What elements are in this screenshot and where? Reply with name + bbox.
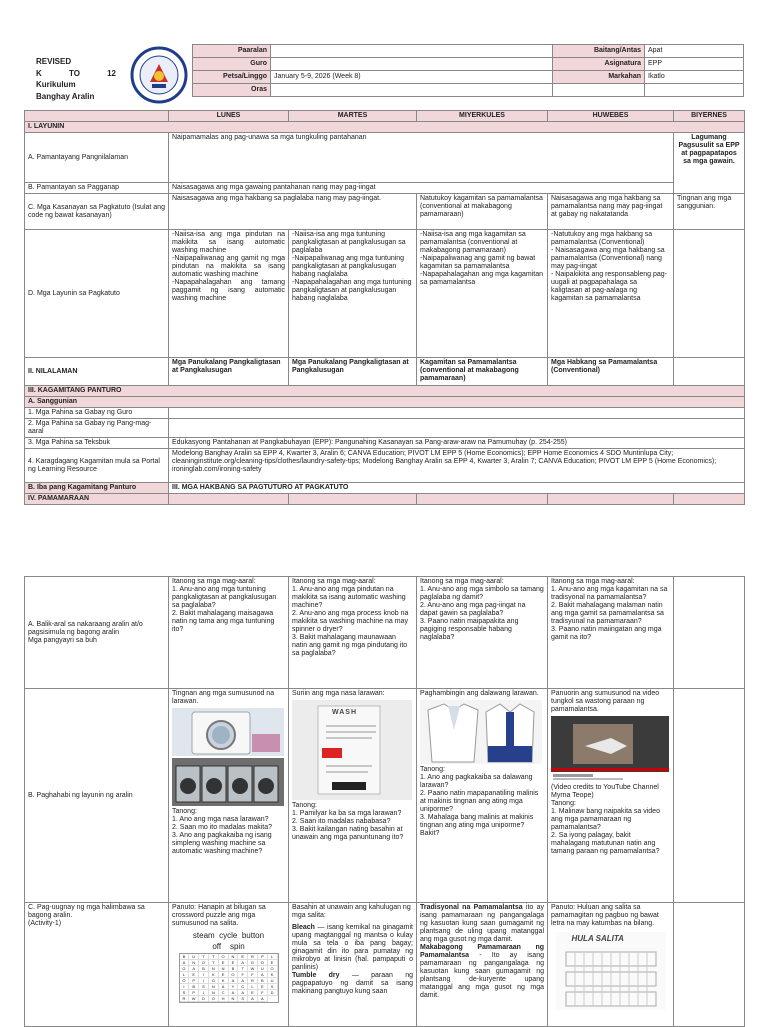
- grid-letter[interactable]: B: [189, 984, 199, 990]
- kagamitang-row: [25, 386, 745, 397]
- term-bleach: Bleach: [292, 924, 315, 931]
- grid-letter[interactable]: W: [248, 966, 258, 972]
- empty-cell: [548, 494, 674, 505]
- empty-cell: [674, 577, 745, 689]
- grid-letter[interactable]: A: [258, 996, 268, 1002]
- paaralan-value: [271, 45, 553, 58]
- row-label: C. Pag-uugnay ng mga halimbawa sa bagong aralin. (Activity-1): [25, 903, 169, 1027]
- empty-cell: [674, 689, 745, 903]
- grid-letter[interactable]: F: [238, 972, 248, 978]
- grid-letter[interactable]: E: [268, 960, 278, 966]
- petsa-label: Petsa/Linggo: [193, 71, 271, 84]
- term-tradisyonal: Tradisyonal na Pamamalantsa: [420, 904, 523, 911]
- cell-text: Panuto: Huluan ang salita sa pamamagitan ng pagbuo ng bawat letra na may katumbas na bilang.: [551, 904, 659, 927]
- cell-text: Tanong: 1. Ano ang mga nasa larawan? 2. Saan mo ito madalas makita? 3. Ano ang pagkakaiba ng isang simpleng washing machine sa automatic washing machine?: [172, 808, 272, 855]
- row-label: 2. Mga Pahina sa Gabay ng Pang-mag-aaral: [25, 419, 169, 438]
- grid-letter[interactable]: O: [258, 960, 268, 966]
- row-label: B. Paghahabi ng layunin ng aralin: [25, 689, 169, 903]
- def-tumble: — paraan ng pagpapatuyo ng damit sa isang makinang pangtuyo kung saan: [292, 972, 413, 995]
- cell-text: (Video credits to YouTube Channel Myrna Teope) Tanong: 1. Malinaw bang naipakita sa video ang mga pamamaraan ng pamamalantsa? 2. Sa iyong palagay, bakit mahalagang matutunan natin ang tamang paraan ng pamamalantsa?: [551, 784, 660, 855]
- cell-text: Tingnan ang mga sumusunod na larawan.: [172, 690, 275, 705]
- nilalaman-row: [25, 358, 745, 386]
- day-friday: BIYERNES: [674, 111, 745, 122]
- cell-monday: -Naiisa-isa ang mga pindutan na makikita sa isang automatic washing machine -Naipapaliwanag ang gamit ng mga pindutan na makikita sa isang automatic washing machine -Napapahalagahan ang tamang paggamit ng isang automatic washing machine: [169, 230, 289, 358]
- grid-letter[interactable]: N: [229, 996, 239, 1002]
- baitang-value: Apat: [645, 45, 744, 58]
- empty-cell: [553, 84, 645, 97]
- row-label: II. NILALAMAN: [25, 358, 169, 386]
- row-label: B. Iba pang Kagamitang Panturo: [25, 483, 169, 494]
- cell-text: Paghambingin ang dalawang larawan.: [420, 690, 539, 697]
- grid-letter[interactable]: A: [238, 978, 248, 984]
- grid-letter[interactable]: O: [219, 954, 229, 960]
- grid-letter[interactable]: R: [248, 954, 258, 960]
- cell-thursday: [548, 903, 674, 1027]
- cell-tuesday: -Naiisa-isa ang mga tuntuning pangkaligtasan at pangkalusugan sa paglalaba -Naipapaliwanag ang mga tuntuning pangkaligtasan at pangkalusugan habang naglalaba -Napapahalagahan ang mga tuntuning pangkaligtasan at pangkalusugan habang naglalaba: [289, 230, 417, 358]
- section-heading: IV. PAMAMARAAN: [25, 494, 169, 505]
- grid-letter[interactable]: G: [248, 960, 258, 966]
- grid-letter[interactable]: N: [209, 990, 219, 996]
- row-label: C. Mga Kasanayan sa Pagkatuto (Isulat ang code ng bawat kasanayan): [25, 194, 169, 230]
- info-table: [192, 44, 744, 97]
- asignatura-label: Asignatura: [553, 58, 645, 71]
- grid-letter[interactable]: P: [189, 978, 199, 984]
- uniform-comparison-image: [420, 700, 542, 764]
- grid-letter[interactable]: L: [248, 984, 258, 990]
- row-label: D. Mga Layunin sa Pagkatuto: [25, 230, 169, 358]
- ref-row: [25, 449, 745, 483]
- grid-letter[interactable]: R: [248, 978, 258, 984]
- empty-cell: [417, 494, 548, 505]
- grid-letter[interactable]: G: [180, 966, 190, 972]
- empty-cell: [674, 358, 745, 386]
- word-search-grid[interactable]: [179, 953, 279, 1003]
- asignatura-value: EPP: [645, 58, 744, 71]
- hula-salita-image: [556, 932, 666, 1010]
- row-text: III. MGA HAKBANG SA PAGTUTURO AT PAGKATUTO: [169, 483, 745, 494]
- grid-letter[interactable]: Y: [229, 984, 239, 990]
- grid-letter[interactable]: N: [209, 984, 219, 990]
- cell-tuesday: [289, 903, 417, 1027]
- layunin-pagkatuto-row: [25, 230, 745, 358]
- cell-text: Panuorin ang sumusunod na video tungkol sa wastong paraan ng pamamalantsa.: [551, 690, 660, 713]
- cell-wednesday: [417, 903, 548, 1027]
- markahan-value: Ikatlo: [645, 71, 744, 84]
- grid-letter[interactable]: B: [229, 966, 239, 972]
- balik-aral-row: [25, 577, 745, 689]
- row-label: 1. Mga Pahina sa Gabay ng Guro: [25, 408, 169, 419]
- row-label: B. Pamantayan sa Pagganap: [25, 183, 169, 194]
- grid-letter[interactable]: A: [238, 990, 248, 996]
- hula-salita-graphic: [556, 932, 666, 1010]
- grid-letter[interactable]: I: [199, 978, 209, 984]
- grid-letter[interactable]: A: [238, 960, 248, 966]
- grid-letter[interactable]: E: [219, 972, 229, 978]
- cell-monday: Naisasagawa ang mga hakbang sa paglalaba nang may pag-iingat.: [169, 194, 417, 230]
- puzzle-words: steam cycle button: [192, 931, 265, 940]
- day-thursday: HUWEBES: [548, 111, 674, 122]
- revised-text: REVISED: [36, 57, 72, 66]
- petsa-value: January 5-9, 2026 (Week 8): [271, 71, 553, 84]
- lesson-header: [24, 44, 744, 104]
- definition-tumble: [292, 972, 413, 996]
- grid-letter[interactable]: N: [219, 966, 229, 972]
- grid-letter[interactable]: O: [180, 978, 190, 984]
- grid-letter[interactable]: F: [248, 972, 258, 978]
- grid-letter[interactable]: S: [180, 990, 190, 996]
- cell-monday: Mga Panukalang Pangkaligtasan at Pangkalusugan: [169, 358, 289, 386]
- deped-seal-icon: [128, 46, 190, 104]
- grid-letter[interactable]: A: [229, 990, 239, 996]
- grid-letter[interactable]: T: [199, 954, 209, 960]
- grid-letter[interactable]: A: [248, 996, 258, 1002]
- grid-letter[interactable]: C: [238, 984, 248, 990]
- cell-wednesday: Itanong sa mga mag-aaral: 1. Anu-ano ang mga simbolo sa tamang paglalaba ng damit? 2. Anu-ano ang mga pag-iingat na dapat gawin sa paglalaba? 3. Paano natin maipapakita ang pagiging responsable habang naglalaba?: [417, 577, 548, 689]
- hula-salita-title: HULA SALITA: [571, 934, 624, 943]
- cell-monday: [169, 689, 289, 903]
- cell-monday: Itanong sa mga mag-aaral: 1. Anu-ano ang mga tuntuning pangkaligtasan at pangkalusugan sa paglalaba? 2. Bakit mahalagang maisagawa natin ng tama ang mga tuntuning ito?: [169, 577, 289, 689]
- cell-thursday: [548, 689, 674, 903]
- cell-text: Tanong: 1. Pamilyar ka ba sa mga larawan? 2. Saan ito madalas nababasa? 3. Bakit kailangan nating basahin at unawain ang mga panuntunang ito?: [292, 802, 404, 841]
- laundromat-image: [172, 758, 284, 806]
- friday-assessment: Lagumang Pagsusulit sa EPP at pagpapatapos sa mga gawain.: [674, 133, 745, 194]
- ref-row: [25, 438, 745, 449]
- cell-tuesday: [289, 689, 417, 903]
- grid-letter[interactable]: D: [199, 996, 209, 1002]
- iba-pang-row: [25, 483, 745, 494]
- grid-letter[interactable]: E: [219, 960, 229, 966]
- empty-cell: [674, 494, 745, 505]
- grid-letter[interactable]: G: [209, 978, 219, 984]
- cell-tuesday: Mga Panukalang Pangkaligtasan at Pangkalusugan: [289, 358, 417, 386]
- pag-uugnay-row: [25, 903, 745, 1027]
- def-bleach: — isang kemikal na ginagamit upang magtanggal ng mantsa o kulay mula sa tela o iba pang bagay; ginagamit din ito para pumatay ng mikrobyo at linisin (hal. pampaputi o panlinis): [292, 924, 413, 971]
- grid-letter[interactable]: T: [209, 960, 219, 966]
- row-text: Edukasyong Pantahanan at Pangkabuhayan (EPP): Pangunahing Kasanayan sa Pang-araw-araw na Pamumuhay (p. 254-255): [169, 438, 745, 449]
- care-label-image: [292, 700, 412, 800]
- procedure-table: [24, 576, 745, 1027]
- ref-row: [25, 419, 745, 438]
- cell-wednesday: Kagamitan sa Pamamalantsa (conventional at makabagong pamamaraan): [417, 358, 548, 386]
- cell-text: Panuto: Hanapin at bilugan sa crossword puzzle ang mga sumusunod na salita.: [172, 904, 266, 927]
- row-label: 3. Mga Pahina sa Teksbuk: [25, 438, 169, 449]
- cell-monday: [169, 903, 289, 1027]
- row-text: Modelong Banghay Aralin sa EPP 4, Kwarter 3, Aralin 6; CANVA Education; PIVOT LM EPP 5 (Home Economics); EPP Home Economics 4 SDO Muntinlupa City; cleaninginstitute.org/cleaning-tips/clothes/laundry-safety-tips; Modelong Banghay Aralin sa EPP 4, Kwarter 3, Aralin 7; CANVA Education; PIVOT LM EPP 5 (Home Economics); ironinglab.com/ironing-safety: [169, 449, 745, 483]
- day-wednesday: MIYERKULES: [417, 111, 548, 122]
- row-text: Naisasagawa ang mga gawaing pantahanan nang may pag-iingat: [169, 183, 674, 194]
- grid-letter[interactable]: K: [209, 972, 219, 978]
- grid-letter[interactable]: N: [229, 954, 239, 960]
- row-text: Naipamamalas ang pag-unawa sa mga tungkuling pantahanan: [169, 133, 674, 183]
- k-text: K: [36, 68, 42, 78]
- term-tumble: Tumble dry: [292, 972, 340, 979]
- section-heading: A. Sanggunian: [25, 397, 745, 408]
- grid-letter[interactable]: E: [248, 990, 258, 996]
- grid-letter[interactable]: T: [209, 954, 219, 960]
- grid-letter[interactable]: B: [199, 966, 209, 972]
- cell-thursday: Mga Habkang sa Pamamalantsa (Conventional): [548, 358, 674, 386]
- empty-cell: [289, 494, 417, 505]
- puzzle-words-2: off spin: [212, 942, 245, 951]
- cell-wednesday: Natutukoy kagamitan sa pamamalantsa (conventional at makabagong pamamaraan): [417, 194, 548, 230]
- lesson-plan-table: [24, 110, 745, 505]
- grid-letter[interactable]: P: [189, 990, 199, 996]
- care-label-text: WASH: [332, 709, 357, 716]
- definition-tradisyonal: [420, 904, 544, 944]
- section-heading: III. KAGAMITANG PANTURO: [25, 386, 745, 397]
- kurikulum-text: Kurikulum: [36, 80, 76, 89]
- paghahabi-row: [25, 689, 745, 903]
- to-text: TO: [68, 68, 80, 78]
- grid-letter[interactable]: K: [219, 978, 229, 984]
- grid-letter[interactable]: O: [199, 960, 209, 966]
- grid-letter[interactable]: K: [268, 972, 278, 978]
- cell-thursday: Itanong sa mga mag-aaral: 1. Anu-ano ang mga kagamitan na sa tradisyonal na pamamalantsa? 2. Bakit mahalagang malaman natin ang mga gamit sa pamamalantsa sa tradisyunal na pamamaraan? 3. Paano natin maiingatan ang mga gamit na ito?: [548, 577, 674, 689]
- sanggunian-row: [25, 397, 745, 408]
- grid-letter[interactable]: T: [238, 966, 248, 972]
- grid-letter[interactable]: N: [189, 960, 199, 966]
- empty-cell: [674, 903, 745, 1027]
- day-tuesday: MARTES: [289, 111, 417, 122]
- grid-letter[interactable]: E: [229, 960, 239, 966]
- cell-thursday: -Natutukoy ang mga hakbang sa pamamalantsa (Conventional) - Naisasagawa ang mga hakbang sa pamamalantsa (Conventional) nang may pag-iingat - Naipakikita ang responsableng pag-uugali at pagpapahalaga sa kaligtasan at pag-aalaga ng kagamitan sa pamamalantsa: [548, 230, 674, 358]
- definition-bleach: [292, 924, 413, 972]
- def-makabagong: - Ito ay isang pamamaraan ng pangangalaga ng kasuotan kung saan gumagamit ng plantsang de-kuryente upang matanggal ang mga gusot ng mga damit.: [420, 952, 544, 999]
- washing-machine-image: [172, 708, 284, 756]
- cell-wednesday: -Naiisa-isa ang mga kagamitan sa pamamalantsa (conventional at makabagong pamamaraan) -Naipapaliwanag ang gamit ng bawat kagamitan sa pamamalantsa -Napapahalagahan ang mga kagamitan sa pamamalantsa: [417, 230, 548, 358]
- oras-label: Oras: [193, 84, 271, 97]
- grid-letter[interactable]: D: [268, 990, 278, 996]
- grid-letter[interactable]: E: [258, 984, 268, 990]
- grid-letter[interactable]: I: [180, 984, 190, 990]
- grid-letter[interactable]: P: [258, 954, 268, 960]
- cell-text: Suriin ang mga nasa larawan:: [292, 690, 385, 697]
- oras-value: [271, 84, 553, 97]
- cell-wednesday: [417, 689, 548, 903]
- guro-label: Guro: [193, 58, 271, 71]
- twelve-text: 12: [107, 68, 116, 78]
- grid-letter[interactable]: R: [180, 996, 190, 1002]
- grid-letter[interactable]: A: [180, 960, 190, 966]
- cell-friday: Tingnan ang mga sanggunian.: [674, 194, 745, 230]
- row-label: A. Balik-aral sa nakaraang aralin at/o pagsisimula ng bagong aralin Mga pangyayri sa buh: [25, 577, 169, 689]
- grid-letter[interactable]: W: [189, 996, 199, 1002]
- banghay-text: Banghay Aralin: [36, 91, 95, 101]
- grid-letter[interactable]: A: [189, 966, 199, 972]
- layunin-heading: I. LAYUNIN: [25, 122, 745, 133]
- empty-cell: [645, 84, 744, 97]
- grid-letter[interactable]: H: [219, 996, 229, 1002]
- layunin-row: [25, 122, 745, 133]
- baitang-label: Baitang/Antas: [553, 45, 645, 58]
- kasanayan-row: [25, 194, 745, 230]
- grid-letter[interactable]: B: [180, 954, 190, 960]
- empty-cell: [169, 408, 745, 419]
- grid-letter[interactable]: O: [229, 972, 239, 978]
- day-header-row: [25, 111, 745, 122]
- term-makabagong: Makabagong Pamamaraan ng Pamamalantsa: [420, 944, 544, 959]
- pamamaraan-row: [25, 494, 745, 505]
- empty-cell: [169, 419, 745, 438]
- grid-letter[interactable]: E: [189, 972, 199, 978]
- cell-text: Basahin at unawain ang kahulugan ng mga salita:: [292, 904, 411, 919]
- grid-letter[interactable]: N: [209, 966, 219, 972]
- grid-letter[interactable]: B: [258, 978, 268, 984]
- pagganap-row: [25, 183, 745, 194]
- markahan-label: Markahan: [553, 71, 645, 84]
- video-thumbnail-image[interactable]: [551, 716, 669, 782]
- grid-letter[interactable]: S: [199, 984, 209, 990]
- revised-k12-label: [36, 56, 116, 102]
- cell-tuesday: Itanong sa mga mag-aaral: 1. Anu-ano ang mga pindutan na makikita sa isang automatic washing machine? 2. Anu-ano ang mga process knob na makikita sa washing machine na may spinner o dryer? 3. Bakit mahalagang maunawaan natin ang gamit ng mga pindutang ito sa paglalaba?: [289, 577, 417, 689]
- row-label: 4. Karagdagang Kagamitan mula sa Portal ng Learning Resource: [25, 449, 169, 483]
- grid-letter[interactable]: F: [258, 990, 268, 996]
- grid-letter[interactable]: I: [199, 990, 209, 996]
- day-monday: LUNES: [169, 111, 289, 122]
- grid-letter[interactable]: L: [268, 954, 278, 960]
- ref-row: [25, 408, 745, 419]
- grid-letter[interactable]: S: [268, 984, 278, 990]
- grid-letter[interactable]: U: [258, 966, 268, 972]
- paaralan-label: Paaralan: [193, 45, 271, 58]
- definition-makabagong: [420, 944, 544, 1000]
- grid-letter[interactable]: E: [238, 954, 248, 960]
- empty-cell: [674, 230, 745, 358]
- grid-letter[interactable]: L: [180, 972, 190, 978]
- def-tradisyonal: ito ay isang pamamaraan ng pangangalaga ng kasuotan kung saan gumagamit ng plantsang de uling upang matanggal ang mga gusot ng mga damit.: [420, 904, 544, 943]
- grid-letter[interactable]: I: [199, 972, 209, 978]
- grid-letter[interactable]: A: [229, 978, 239, 984]
- grid-letter[interactable]: O: [268, 966, 278, 972]
- cell-thursday: Naisasagawa ang mga hakbang sa pamamalantsa nang may pag-iingat at gabay ng nakatatanda: [548, 194, 674, 230]
- row-label: A. Pamantayang Pangnilalaman: [25, 133, 169, 183]
- cell-text: Tanong: 1. Ano ang pagkakaiba sa dalawang larawan? 2. Paano natin mapapanatiling malinis at makinis tingnan ang ating mga uniporme? 3. Mahalaga bang malinis at makinis tingnan ang ating mga uniporme? Bakit?: [420, 766, 539, 837]
- grid-letter[interactable]: U: [189, 954, 199, 960]
- pamantayang-row: [25, 133, 745, 183]
- grid-letter[interactable]: O: [209, 996, 219, 1002]
- empty-cell: [25, 111, 169, 122]
- grid-letter[interactable]: A: [219, 984, 229, 990]
- guro-value: [271, 58, 553, 71]
- empty-cell: [169, 494, 289, 505]
- grid-letter[interactable]: U: [268, 978, 278, 984]
- grid-letter[interactable]: C: [219, 990, 229, 996]
- grid-letter[interactable]: A: [258, 972, 268, 978]
- grid-letter[interactable]: S: [238, 996, 248, 1002]
